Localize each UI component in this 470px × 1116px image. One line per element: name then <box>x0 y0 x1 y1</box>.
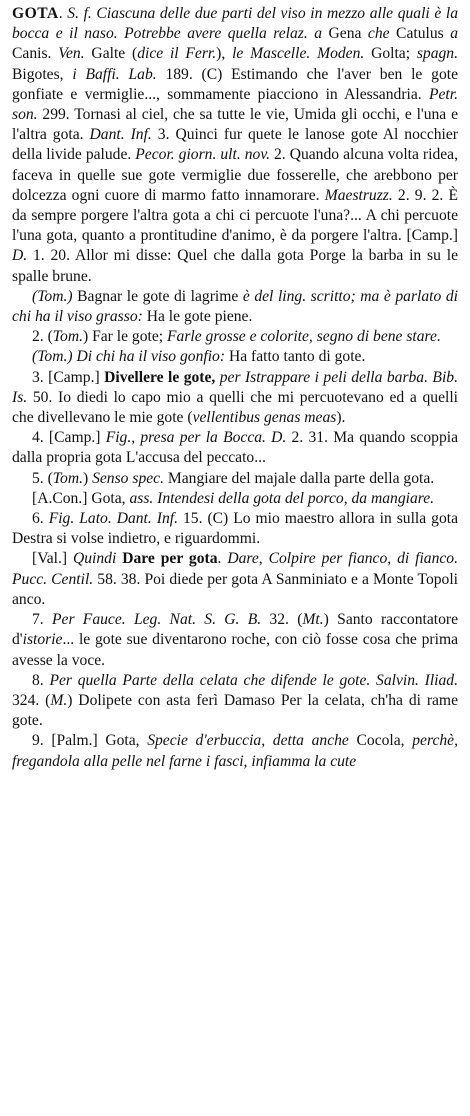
entry-text-run: Tom. <box>52 469 83 487</box>
entry-text-run: 4. [Camp.] <box>32 429 106 447</box>
entry-text-run: . <box>58 5 68 22</box>
entry-text-run: (Tom.) <box>32 287 73 305</box>
entry-text-run: Dare per gota <box>116 550 218 568</box>
entry-text-run: 324. ( <box>12 691 51 709</box>
entry-text-run: Petr. son. <box>12 85 458 124</box>
entry-text-run: 9. [Palm.] Gota, <box>32 732 148 750</box>
entry-text-run: ... le gote sue diventarono roche, con ciò fosse cosa che prima avesse la voce. <box>12 631 458 669</box>
entry-text-run: Farle grosse e colorite, segno di bene stare. <box>167 328 441 346</box>
entry-text-run: spagn. <box>416 45 458 63</box>
entry-text-run: 2. 9. 2. È da sempre porgere l'altra gota a chi ci percuote l'una?... A chi percuote l'una gota, quanto a prontitudine d'animo, è da porgere l'altra. [Camp.] <box>12 186 458 245</box>
entry-text-run: [Val.] <box>32 550 73 568</box>
entry-text-run: (Tom.) Di chi ha il viso gonfio: <box>32 348 226 366</box>
entry-text-run: Bigotes, <box>12 65 73 83</box>
entry-text-run: Ha fatto tanto di gote. <box>225 348 366 366</box>
entry-subsense <box>12 671 458 732</box>
entry-text-run: Maestruzz. <box>324 186 393 204</box>
entry-text-run: Per quella Parte della celata che difende le gote. Salvin. Iliad. <box>49 671 458 689</box>
entry-text-run: i Baffi. Lab. <box>72 65 157 83</box>
entry-text-run: Specie d'erbuccia, detta anche <box>147 732 349 750</box>
entry-text-run: che <box>367 25 390 43</box>
entry-text-run: 3. Quinci fur quete le lanose gote Al nocchier della livide palude. <box>12 126 458 164</box>
entry-subsense <box>12 368 458 429</box>
entry-text-run: 2. ( <box>32 328 53 346</box>
entry-text-run: ). <box>336 409 346 427</box>
headword: GOTA <box>12 5 59 22</box>
entry-subsense <box>12 347 458 367</box>
entry-text-run: ) Dolipete con asta ferì Damaso Per la celata, ch'ha di rame gote. <box>12 691 458 730</box>
entry-text-run: 3. [Camp.] <box>32 368 105 386</box>
entry-subsense <box>12 428 458 468</box>
entry-text-run: Senso spec. <box>92 469 164 487</box>
entry-text-run: Ven. <box>58 45 85 63</box>
entry-text-run: istorie <box>22 631 63 649</box>
entry-text-run: 2. 31. Ma quando scoppia dalla propria gota L'accusa del peccato... <box>12 429 459 467</box>
entry-text-run: a <box>450 25 458 43</box>
entry-text-run: Pecor. giorn. ult. nov. <box>135 146 270 164</box>
entry-subsense <box>12 469 458 489</box>
entry-subsense <box>12 731 458 771</box>
entry-text-run: Canis. <box>12 45 59 63</box>
entry-text-run: le Mascelle. Moden. <box>232 45 365 63</box>
entry-text-run: Fig. Lato. Dant. Inf. <box>48 510 178 528</box>
entry-text-run: Per Fauce. Leg. Nat. S. G. B. <box>52 611 262 629</box>
entry-text-run: 8. <box>32 671 50 689</box>
entry-text-run: Divellere le gote, <box>104 368 216 386</box>
entry-text-run: 5. ( <box>32 469 53 487</box>
entry-text-run: 58. 38. Poi diede per gota A Sanminiato e a Monte Topoli anco. <box>12 570 458 608</box>
entry-text-run: . <box>217 550 228 568</box>
entry-subsense <box>12 327 458 347</box>
entry-text-run: 299. Tornasi al ciel, che sa tutte le vie, Umida gli occhi, e l'una e l'altra gota. <box>12 106 458 144</box>
entry-text-run: 15. (C) Lo mio maestro allora in sulla gota Destra si volse indietro, e riguardommi. <box>12 510 459 548</box>
entry-text-run: Fig., presa per la Bocca. D. <box>105 429 287 447</box>
entry-text-run: Gena <box>322 25 368 43</box>
entry-text-run: vellentibus genas meas <box>192 409 337 427</box>
entry-text-run: per Istrappare i peli della barba. Bib. Is. <box>12 368 458 406</box>
entry-text-run: Cocola, <box>348 732 413 750</box>
entry-text-run: ) Santo raccontatore d' <box>12 611 459 649</box>
entry-text-run: [A.Con.] Gota, <box>32 489 130 507</box>
entry-text-run: 32. ( <box>261 611 303 629</box>
entry-text-run: 6. <box>32 510 49 528</box>
entry-text-run: Mangiare del majale dalla parte della gota. <box>163 469 435 487</box>
entry-subsense <box>12 287 458 327</box>
entry-text-run: Golta; <box>364 45 417 63</box>
entry-text-run: Dare, Colpire per fianco, di fianco. Pucc. Centil. <box>12 550 458 588</box>
entry-text-run: 7. <box>32 611 52 629</box>
entry-text-run: ) <box>83 469 93 487</box>
entry-subsense <box>12 489 458 509</box>
entry-text-run: ass. Intendesi della gota del porco, da mangiare. <box>129 489 435 507</box>
entry-text-run: Mt. <box>302 611 324 629</box>
entry-text-run: Bagnar le gote di lagrime <box>72 287 243 305</box>
entry-text-run: 50. Io diedi lo capo mio a quelli che mi percuotevano ed a quelli che divellevano le mie gote ( <box>12 388 458 427</box>
entry-text-run: Galte ( <box>84 45 138 63</box>
entry-text-run: 2. Quando alcuna volta ridea, faceva in quelle sue gote vermiglie due fosserelle, che arebbono per dolcezza ogni cuore di marmo fatto innamorare. <box>12 146 458 204</box>
entry-text-run: 1. 20. Allor mi disse: Quel che dalla gota Porge la barba in su le spalle brune. <box>12 247 458 285</box>
entry-text-run: Ha le gote piene. <box>142 308 253 326</box>
entry-text-run: Dant. Inf. <box>89 126 152 144</box>
entry-text-run: M. <box>50 691 68 709</box>
entry-text-run: 189. (C) Estimando che l'aver ben le gote gonfiate e vermiglie..., sommamente piacciono in Alessandria. <box>12 65 458 103</box>
entry-text-run: è del ling. scritto; ma è parlato di chi ha il viso grasso: <box>12 287 458 326</box>
entry-text-run: Tom. <box>52 328 83 346</box>
entry-subsense <box>12 509 458 549</box>
entry-text-run: Catulus <box>389 25 451 43</box>
entry-text-run: ) Far le gote; <box>83 328 168 346</box>
entry-text-run: Quindi <box>72 550 117 568</box>
entry-text-run: perchè, fregandola alla pelle nel farne i fasci, infiamma la cute <box>12 732 458 770</box>
entry-text-run: ), <box>216 45 233 63</box>
dictionary-entry-gota <box>12 4 458 772</box>
entry-text-run: dice il Ferr. <box>137 45 217 63</box>
entry-subsense <box>12 549 458 610</box>
entry-subsense <box>12 610 458 671</box>
entry-text-run: D. <box>12 247 28 265</box>
entry-definition <box>12 4 458 287</box>
entry-text-run: S. f. Ciascuna delle due parti del viso in mezzo alle quali è la bocca e il naso. Potrebbe avere quella relaz. a <box>12 5 459 43</box>
